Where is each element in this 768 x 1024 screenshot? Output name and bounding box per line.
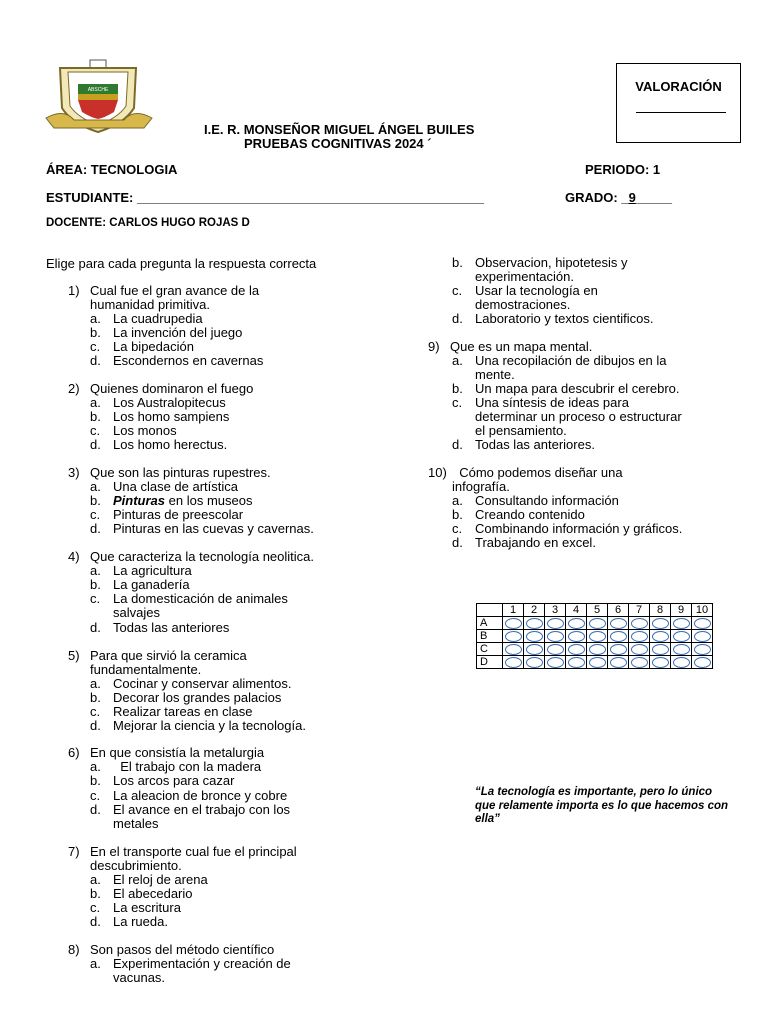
answer-grid-row xyxy=(477,643,713,656)
grid-row-label: D xyxy=(477,656,503,669)
answer-bubble[interactable] xyxy=(631,644,648,655)
answer-bubble[interactable] xyxy=(547,644,564,655)
question-text: Que es un mapa mental. xyxy=(450,339,593,354)
answer-bubble[interactable] xyxy=(568,618,585,629)
instructions: Elige para cada pregunta la respuesta correcta xyxy=(46,256,317,271)
grid-col-header: 7 xyxy=(629,604,650,617)
answer-bubble[interactable] xyxy=(652,631,669,642)
grid-cell xyxy=(671,630,692,643)
docente-label: DOCENTE: CARLOS HUGO ROJAS D xyxy=(46,217,250,229)
grid-cell xyxy=(629,630,650,643)
answer-bubble[interactable] xyxy=(547,618,564,629)
grid-cell xyxy=(524,643,545,656)
grid-cell xyxy=(692,617,713,630)
grid-cell xyxy=(608,643,629,656)
grid-col-header: 4 xyxy=(566,604,587,617)
answer-bubble[interactable] xyxy=(589,631,606,642)
grid-cell xyxy=(650,656,671,669)
answer-bubble[interactable] xyxy=(694,657,711,668)
grid-cell xyxy=(587,617,608,630)
grid-cell xyxy=(545,630,566,643)
question-text: descubrimiento. xyxy=(90,858,182,874)
answer-grid-row xyxy=(477,617,713,630)
grid-cell xyxy=(524,630,545,643)
answer-bubble[interactable] xyxy=(547,657,564,668)
answer-bubble[interactable] xyxy=(568,657,585,668)
grid-cell xyxy=(608,617,629,630)
answer-bubble[interactable] xyxy=(568,644,585,655)
answer-bubble[interactable] xyxy=(673,644,690,655)
grid-cell xyxy=(566,643,587,656)
grado-label: GRADO: _ xyxy=(565,190,629,205)
grid-cell xyxy=(587,630,608,643)
valoracion-label: VALORACIÓN xyxy=(635,79,722,94)
answer-bubble[interactable] xyxy=(631,618,648,629)
grid-cell xyxy=(503,617,524,630)
grid-cell xyxy=(650,643,671,656)
answer-bubble[interactable] xyxy=(526,644,543,655)
question-text: Cómo podemos diseñar una xyxy=(452,465,623,480)
area-label: ÁREA: TECNOLOGIA xyxy=(46,162,178,177)
question-text: Quienes dominaron el fuego xyxy=(90,381,254,396)
grid-cell xyxy=(545,617,566,630)
question-text: fundamentalmente. xyxy=(90,662,202,678)
grid-cell xyxy=(671,643,692,656)
question-text: En que consistía la metalurgia xyxy=(90,745,265,760)
answer-bubble[interactable] xyxy=(505,618,522,629)
grid-cell xyxy=(566,656,587,669)
answer-bubble[interactable] xyxy=(568,631,585,642)
grid-cell xyxy=(629,617,650,630)
question-number: 4) xyxy=(68,549,80,564)
grid-col-header: 9 xyxy=(671,604,692,617)
question-number: 7) xyxy=(68,844,80,859)
grid-cell xyxy=(587,643,608,656)
question-number: 2) xyxy=(68,381,80,396)
answer-bubble[interactable] xyxy=(610,657,627,668)
grado-field[interactable] xyxy=(565,190,672,205)
answer-bubble[interactable] xyxy=(652,618,669,629)
grid-cell xyxy=(503,656,524,669)
answer-bubble[interactable] xyxy=(589,657,606,668)
grid-col-header: 5 xyxy=(587,604,608,617)
question-number: 3) xyxy=(68,465,80,480)
answer-bubble[interactable] xyxy=(505,657,522,668)
valoracion-box xyxy=(616,63,741,143)
school-crest-logo xyxy=(44,58,154,138)
grid-cell xyxy=(629,656,650,669)
answer-bubble[interactable] xyxy=(547,631,564,642)
grid-cell xyxy=(692,643,713,656)
grid-cell xyxy=(671,656,692,669)
answer-bubble[interactable] xyxy=(694,631,711,642)
answer-bubble[interactable] xyxy=(526,631,543,642)
grid-cell xyxy=(566,630,587,643)
grado-value: 9 xyxy=(628,190,636,205)
grid-cell xyxy=(629,643,650,656)
grid-col-header: 6 xyxy=(608,604,629,617)
grid-cell xyxy=(503,630,524,643)
answer-grid-row xyxy=(477,656,713,669)
closing-quote: “La tecnología es importante, pero lo único que relamente importa es lo que hacemos con ella” xyxy=(475,786,729,825)
logo-band-text: ABSCHE xyxy=(87,87,109,93)
answer-bubble[interactable] xyxy=(505,631,522,642)
grid-col-header: 3 xyxy=(545,604,566,617)
question-number: 10) xyxy=(428,465,447,480)
answer-bubble[interactable] xyxy=(673,631,690,642)
answer-bubble[interactable] xyxy=(652,657,669,668)
grid-cell xyxy=(608,630,629,643)
grid-cell xyxy=(545,656,566,669)
grid-cell xyxy=(545,643,566,656)
grid-cell xyxy=(650,617,671,630)
answer-grid-row xyxy=(477,630,713,643)
grid-col-header: 8 xyxy=(650,604,671,617)
answer-bubble[interactable] xyxy=(652,644,669,655)
answer-grid xyxy=(476,603,713,669)
question-text: humanidad primitiva. xyxy=(90,297,210,313)
question-text: Cual fue el gran avance de la xyxy=(90,283,260,298)
answer-bubble[interactable] xyxy=(526,657,543,668)
grid-cell xyxy=(503,643,524,656)
answer-bubble[interactable] xyxy=(610,644,627,655)
grid-row-label: C xyxy=(477,643,503,656)
grid-cell xyxy=(650,630,671,643)
grid-cell xyxy=(608,656,629,669)
answer-bubble[interactable] xyxy=(631,631,648,642)
grid-cell xyxy=(524,617,545,630)
answer-grid-header xyxy=(477,604,713,617)
question-text: Que son las pinturas rupestres. xyxy=(90,465,271,480)
question-text: Que caracteriza la tecnología neolitica. xyxy=(90,549,315,564)
question-number: 6) xyxy=(68,745,80,760)
question-number: 1) xyxy=(68,283,80,298)
grid-cell xyxy=(692,656,713,669)
answer-bubble[interactable] xyxy=(526,618,543,629)
answer-bubble[interactable] xyxy=(673,618,690,629)
grid-cell xyxy=(671,617,692,630)
periodo-label: PERIODO: 1 xyxy=(585,162,661,177)
answer-bubble[interactable] xyxy=(505,644,522,655)
grid-cell xyxy=(692,630,713,643)
grid-row-label: B xyxy=(477,630,503,643)
tests-title: PRUEBAS COGNITIVAS 2024 ´ xyxy=(244,136,432,151)
question-number: 5) xyxy=(68,648,80,663)
question-text: Son pasos del método científico xyxy=(90,942,275,957)
grid-col-header: 10 xyxy=(692,604,713,617)
grid-cell xyxy=(566,617,587,630)
answer-bubble[interactable] xyxy=(694,618,711,629)
answer-bubble[interactable] xyxy=(610,631,627,642)
question-text: infografía. xyxy=(452,479,510,495)
answer-bubble[interactable] xyxy=(589,618,606,629)
grid-row-label: A xyxy=(477,617,503,630)
grid-cell xyxy=(524,656,545,669)
school-name: I.E. R. MONSEÑOR MIGUEL ÁNGEL BUILES xyxy=(204,122,475,137)
answer-bubble[interactable] xyxy=(631,657,648,668)
question-number: 9) xyxy=(428,339,440,354)
estudiante-field[interactable]: ESTUDIANTE: ________________________________________________ xyxy=(46,190,485,205)
question-number: 8) xyxy=(68,942,80,957)
grid-cell xyxy=(587,656,608,669)
grado-tail: _____ xyxy=(635,190,672,205)
valoracion-blank[interactable] xyxy=(636,112,726,113)
answer-bubble[interactable] xyxy=(589,644,606,655)
grid-col-header: 1 xyxy=(503,604,524,617)
question-text: Para que sirvió la ceramica xyxy=(90,648,247,663)
answer-bubble[interactable] xyxy=(694,644,711,655)
question-text: En el transporte cual fue el principal xyxy=(90,844,297,859)
grid-col-header: 2 xyxy=(524,604,545,617)
answer-bubble[interactable] xyxy=(673,657,690,668)
answer-bubble[interactable] xyxy=(610,618,627,629)
